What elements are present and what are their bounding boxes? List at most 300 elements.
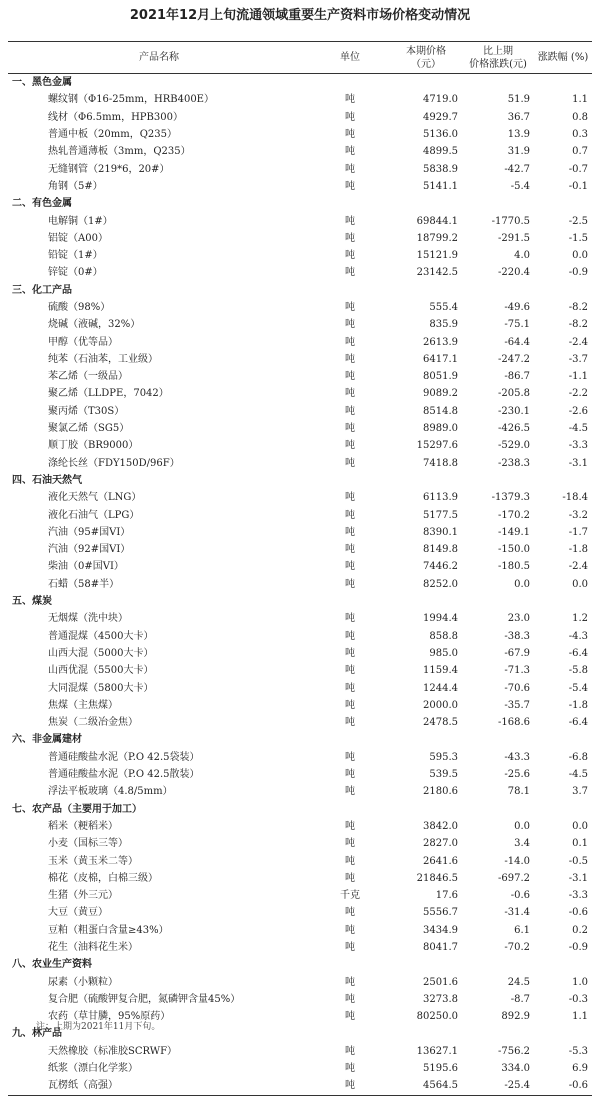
price-cell: 4564.5 <box>390 1077 462 1095</box>
change-cell: -170.2 <box>497 509 530 521</box>
product-name: 纸浆（漂白化学浆） <box>48 1063 138 1075</box>
product-name: 聚氯乙烯（SG5） <box>48 423 130 435</box>
unit-cell: 吨 <box>345 630 355 642</box>
pct-cell: -6.8 <box>568 751 588 763</box>
table-row <box>8 455 592 472</box>
pct-cell: -6.4 <box>568 647 588 659</box>
category-label: 四、石油天然气 <box>12 474 82 486</box>
product-name: 花生（油料花生米） <box>48 941 138 953</box>
product-name: 生猪（外三元） <box>48 890 118 902</box>
pct-cell: -5.4 <box>568 682 588 694</box>
price-cell: 4719.0 <box>423 94 458 106</box>
change-cell: 31.9 <box>507 146 530 158</box>
unit-cell: 吨 <box>345 647 355 659</box>
price-cell: 595.3 <box>429 751 458 763</box>
table-row <box>8 558 592 575</box>
table-row <box>8 679 592 696</box>
change-cell: -5.4 <box>510 180 530 192</box>
table-row <box>8 852 592 869</box>
unit-cell: 吨 <box>345 699 355 711</box>
unit-cell: 吨 <box>345 1063 355 1075</box>
change-cell: 3.4 <box>514 838 530 850</box>
header-unit: 单位 <box>310 42 390 74</box>
price-cell: 1994.4 <box>423 613 458 625</box>
change-cell: 6.1 <box>514 924 530 936</box>
category-row <box>8 74 592 92</box>
product-name: 烧碱（液碱，32%） <box>48 319 141 331</box>
table-row <box>8 628 592 645</box>
unit-cell: 吨 <box>345 457 355 469</box>
change-cell: 892.9 <box>501 1011 530 1023</box>
price-cell: 3842.0 <box>423 820 458 832</box>
product-name: 棉花（皮棉，白棉三级） <box>48 872 158 884</box>
unit-cell: 吨 <box>345 440 355 452</box>
product-name: 苯乙烯（一级品） <box>48 371 128 383</box>
product-name: 山西优混（5500大卡） <box>48 665 154 677</box>
header-product-name: 产品名称 <box>8 42 310 74</box>
table-row <box>8 541 592 558</box>
pct-cell: -8.2 <box>568 319 588 331</box>
product-name: 天然橡胶（标准胶SCRWF） <box>48 1045 178 1057</box>
unit-cell: 吨 <box>345 336 355 348</box>
price-cell: 13627.1 <box>416 1045 458 1057</box>
pct-cell: -0.9 <box>568 941 588 953</box>
change-cell: -35.7 <box>504 699 530 711</box>
pct-cell: 1.2 <box>572 613 588 625</box>
change-cell: -238.3 <box>497 457 530 469</box>
price-cell: 8051.9 <box>423 371 458 383</box>
table-row <box>8 1060 592 1077</box>
unit-cell: 吨 <box>345 94 355 106</box>
unit-cell: 吨 <box>345 561 355 573</box>
pct-cell: -3.3 <box>568 440 588 452</box>
change-cell: -529.0 <box>497 440 530 452</box>
product-name: 角钢（5#） <box>48 180 103 192</box>
change-cell: -64.4 <box>504 336 530 348</box>
table-row <box>8 316 592 333</box>
pct-cell: -2.2 <box>568 388 588 400</box>
unit-cell: 吨 <box>345 215 355 227</box>
pct-cell: 3.7 <box>572 786 588 798</box>
table-row <box>8 160 592 177</box>
unit-cell: 吨 <box>345 232 355 244</box>
product-name: 热轧普通薄板（3mm，Q235） <box>48 146 191 158</box>
table-row <box>8 230 592 247</box>
table-row <box>8 1043 592 1060</box>
price-cell: 5195.6 <box>423 1063 458 1075</box>
price-cell: 18799.2 <box>416 232 458 244</box>
change-cell: -49.6 <box>504 302 530 313</box>
table-row <box>8 91 592 108</box>
price-cell: 8041.7 <box>423 941 458 953</box>
price-cell: 5141.1 <box>423 180 458 192</box>
category-label: 九、林产品 <box>12 1028 62 1040</box>
table-row <box>8 835 592 852</box>
category-row <box>8 956 592 973</box>
pct-cell: -0.6 <box>568 907 588 919</box>
pct-cell: -2.5 <box>568 215 588 227</box>
change-cell: 23.0 <box>507 613 530 625</box>
price-cell: 3434.9 <box>423 924 458 936</box>
product-name: 纯苯（石油苯，工业级） <box>48 353 158 365</box>
product-name: 聚乙烯（LLDPE，7042） <box>48 388 169 400</box>
product-name: 豆粕（粗蛋白含量≥43%） <box>48 924 169 936</box>
pct-cell: 0.8 <box>572 111 588 123</box>
table-row <box>8 697 592 714</box>
change-cell: 36.7 <box>507 111 530 123</box>
product-name: 铅锭（1#） <box>48 250 103 262</box>
change-cell: -71.3 <box>504 665 530 677</box>
change-cell: -43.3 <box>504 751 530 763</box>
pct-cell: 0.2 <box>572 924 588 936</box>
table-row <box>8 1077 592 1095</box>
product-name: 大同混煤（5800大卡） <box>48 682 154 694</box>
table-row <box>8 922 592 939</box>
change-cell: 13.9 <box>507 129 530 141</box>
unit-cell: 吨 <box>345 872 355 884</box>
price-cell: 2000.0 <box>423 699 458 711</box>
table-row <box>8 576 592 593</box>
pct-cell: -4.5 <box>568 769 588 781</box>
unit-cell: 吨 <box>345 509 355 521</box>
price-cell: 2641.6 <box>423 855 458 867</box>
unit-cell: 吨 <box>345 250 355 262</box>
unit-cell: 吨 <box>345 544 355 556</box>
pct-cell: 0.0 <box>572 820 588 832</box>
unit-cell: 吨 <box>345 786 355 798</box>
change-cell: -247.2 <box>497 353 530 365</box>
price-cell: 4929.7 <box>423 111 458 123</box>
change-cell: -756.2 <box>497 1045 530 1057</box>
product-name: 聚丙烯（T30S） <box>48 405 125 417</box>
price-cell: 8390.1 <box>423 526 458 538</box>
category-label: 六、非金属建材 <box>12 734 82 746</box>
product-name: 稻米（粳稻米） <box>48 820 118 832</box>
pct-cell: -4.3 <box>568 630 588 642</box>
change-cell: -1379.3 <box>491 492 530 504</box>
category-row <box>8 593 592 610</box>
price-cell: 69844.1 <box>416 215 458 227</box>
table-row <box>8 437 592 454</box>
category-label: 二、有色金属 <box>12 198 72 210</box>
table-row <box>8 420 592 437</box>
price-cell: 858.8 <box>429 630 458 642</box>
change-cell: 24.5 <box>507 976 530 988</box>
pct-cell: 0.3 <box>572 129 588 141</box>
pct-cell: -3.3 <box>568 890 588 902</box>
price-cell: 80250.0 <box>416 1011 458 1023</box>
pct-cell: -1.1 <box>568 371 588 383</box>
table-row <box>8 870 592 887</box>
change-cell: -25.4 <box>462 1077 534 1095</box>
product-name: 农药（草甘膦，95%原药） <box>48 1011 171 1023</box>
unit-cell: 吨 <box>345 769 355 781</box>
pct-cell: -0.6 <box>534 1077 592 1095</box>
table-row <box>8 351 592 368</box>
change-cell: -38.3 <box>504 630 530 642</box>
price-cell: 1159.4 <box>423 665 458 677</box>
unit-cell: 吨 <box>345 353 355 365</box>
change-cell: -8.7 <box>510 993 530 1005</box>
unit-cell: 吨 <box>345 941 355 953</box>
unit-cell: 吨 <box>345 665 355 677</box>
change-cell: -75.1 <box>504 319 530 331</box>
unit-cell: 吨 <box>345 855 355 867</box>
price-cell: 8514.8 <box>423 405 458 417</box>
table-row <box>8 991 592 1008</box>
pct-cell: 6.9 <box>572 1063 588 1075</box>
product-name: 普通混煤（4500大卡） <box>48 630 154 642</box>
product-name: 石蜡（58#半） <box>48 578 120 590</box>
product-name: 液化天然气（LNG） <box>48 492 142 504</box>
price-cell: 8252.0 <box>423 578 458 590</box>
unit-cell: 吨 <box>345 907 355 919</box>
product-name: 电解铜（1#） <box>48 215 113 227</box>
price-cell: 8989.0 <box>423 423 458 435</box>
product-name: 硫酸（98%） <box>48 302 111 313</box>
pct-cell: -6.4 <box>568 717 588 729</box>
pct-cell: -2.6 <box>568 405 588 417</box>
table-row <box>8 109 592 126</box>
table-row <box>8 506 592 523</box>
header-price: 本期价格 （元） <box>390 42 462 74</box>
product-name: 瓦楞纸（高强） <box>8 1077 310 1095</box>
change-cell: 0.0 <box>514 578 530 590</box>
product-name: 焦炭（二级冶金焦） <box>48 717 138 729</box>
price-cell: 17.6 <box>435 890 458 902</box>
pct-cell: -2.4 <box>568 561 588 573</box>
product-name: 甲醇（优等品） <box>48 336 118 348</box>
product-name: 涤纶长丝（FDY150D/96F） <box>48 457 180 469</box>
unit-cell: 吨 <box>345 111 355 123</box>
table-row <box>8 385 592 402</box>
category-label: 八、农业生产资料 <box>12 959 92 971</box>
change-cell: -70.2 <box>504 941 530 953</box>
table-row <box>8 939 592 956</box>
product-name: 铝锭（A00） <box>48 232 108 244</box>
change-cell: 4.0 <box>514 250 530 262</box>
unit-cell: 吨 <box>345 371 355 383</box>
table-row <box>8 645 592 662</box>
pct-cell: -0.1 <box>568 180 588 192</box>
unit-cell: 吨 <box>345 751 355 763</box>
price-cell: 8149.8 <box>423 544 458 556</box>
product-name: 无烟煤（洗中块） <box>48 613 128 625</box>
change-cell: -697.2 <box>497 872 530 884</box>
unit-cell: 吨 <box>345 578 355 590</box>
unit-cell: 吨 <box>345 682 355 694</box>
change-cell: -149.1 <box>497 526 530 538</box>
pct-cell: -3.1 <box>568 872 588 884</box>
pct-cell: -0.3 <box>568 993 588 1005</box>
pct-cell: 0.0 <box>572 578 588 590</box>
product-name: 柴油（0#国VI） <box>48 561 124 573</box>
change-cell: -25.6 <box>504 769 530 781</box>
unit-cell: 吨 <box>345 129 355 141</box>
unit-cell: 吨 <box>345 423 355 435</box>
price-cell: 23142.5 <box>416 267 458 279</box>
product-name: 焦煤（主焦煤） <box>48 699 118 711</box>
header-pct: 涨跌幅 (%) <box>534 42 592 74</box>
pct-cell: -0.9 <box>568 267 588 279</box>
unit-cell: 吨 <box>345 388 355 400</box>
table-row <box>8 524 592 541</box>
change-cell: -220.4 <box>497 267 530 279</box>
pct-cell: 1.1 <box>572 1011 588 1023</box>
price-cell: 2613.9 <box>423 336 458 348</box>
price-cell: 2478.5 <box>423 717 458 729</box>
table-row <box>8 904 592 921</box>
pct-cell: -4.5 <box>568 423 588 435</box>
unit-cell: 吨 <box>310 1077 390 1095</box>
pct-cell: 1.0 <box>572 976 588 988</box>
price-cell: 5177.5 <box>423 509 458 521</box>
price-cell: 9089.2 <box>423 388 458 400</box>
change-cell: -31.4 <box>504 907 530 919</box>
header-change: 比上期 价格涨跌(元) <box>462 42 534 74</box>
product-name: 小麦（国标三等） <box>48 838 128 850</box>
table-row <box>8 818 592 835</box>
price-cell: 7446.2 <box>423 561 458 573</box>
pct-cell: 1.1 <box>572 94 588 106</box>
product-name: 顺丁胶（BR9000） <box>48 440 139 452</box>
unit-cell: 吨 <box>345 1011 355 1023</box>
change-cell: -150.0 <box>497 544 530 556</box>
pct-cell: -3.7 <box>568 353 588 365</box>
price-cell: 2827.0 <box>423 838 458 850</box>
price-cell: 2501.6 <box>423 976 458 988</box>
product-name: 线材（Φ6.5mm，HPB300） <box>48 111 183 123</box>
unit-cell: 吨 <box>345 405 355 417</box>
price-cell: 985.0 <box>429 647 458 659</box>
category-row <box>8 195 592 212</box>
pct-cell: -0.7 <box>568 163 588 175</box>
table-row <box>8 783 592 800</box>
unit-cell: 吨 <box>345 492 355 504</box>
unit-cell: 吨 <box>345 302 355 313</box>
product-name: 普通硅酸盐水泥（P.O 42.5散装） <box>48 769 200 781</box>
pct-cell: -5.8 <box>568 665 588 677</box>
table-header <box>8 42 592 74</box>
price-cell: 15121.9 <box>416 250 458 262</box>
unit-cell: 吨 <box>345 267 355 279</box>
category-row <box>8 731 592 748</box>
price-cell: 835.9 <box>429 319 458 331</box>
table-row <box>8 143 592 160</box>
price-table <box>8 41 592 1096</box>
product-name: 大豆（黄豆） <box>48 907 108 919</box>
change-cell: -180.5 <box>497 561 530 573</box>
pct-cell: -0.5 <box>568 855 588 867</box>
change-cell: -205.8 <box>497 388 530 400</box>
unit-cell: 吨 <box>345 180 355 192</box>
change-cell: -168.6 <box>497 717 530 729</box>
price-cell: 6113.9 <box>423 492 458 504</box>
pct-cell: -1.5 <box>568 232 588 244</box>
change-cell: 334.0 <box>501 1063 530 1075</box>
change-cell: -426.5 <box>497 423 530 435</box>
category-label: 一、黑色金属 <box>12 77 72 89</box>
unit-cell: 吨 <box>345 146 355 158</box>
product-name: 液化石油气（LPG） <box>48 509 140 521</box>
pct-cell: -2.4 <box>568 336 588 348</box>
table-row <box>8 247 592 264</box>
price-cell: 2180.6 <box>423 786 458 798</box>
category-label: 七、农产品（主要用于加工） <box>12 803 142 815</box>
unit-cell: 吨 <box>345 838 355 850</box>
category-label: 三、化工产品 <box>12 284 72 296</box>
price-cell: 5838.9 <box>423 163 458 175</box>
table-row <box>8 403 592 420</box>
pct-cell: -1.8 <box>568 699 588 711</box>
price-cell: 5136.0 <box>423 129 458 141</box>
table-row <box>8 489 592 506</box>
table-row <box>8 126 592 143</box>
table-body <box>8 74 592 1096</box>
change-cell: -0.6 <box>510 890 530 902</box>
table-row <box>8 610 592 627</box>
category-label: 五、煤炭 <box>12 596 52 608</box>
pct-cell: -1.8 <box>568 544 588 556</box>
table-row <box>8 368 592 385</box>
table-row <box>8 887 592 904</box>
table-row <box>8 749 592 766</box>
unit-cell: 吨 <box>345 976 355 988</box>
category-row <box>8 282 592 299</box>
product-name: 普通硅酸盐水泥（P.O 42.5袋装） <box>48 751 200 763</box>
table-row <box>8 973 592 990</box>
category-row <box>8 800 592 817</box>
table-row <box>8 264 592 281</box>
unit-cell: 吨 <box>345 820 355 832</box>
unit-cell: 吨 <box>345 1045 355 1057</box>
pct-cell: -8.2 <box>568 302 588 313</box>
page-title: 2021年12月上旬流通领域重要生产资料市场价格变动情况 <box>129 8 471 23</box>
unit-cell: 吨 <box>345 924 355 936</box>
change-cell: -42.7 <box>504 163 530 175</box>
table-row <box>8 212 592 229</box>
change-cell: 51.9 <box>507 94 530 106</box>
pct-cell: -3.1 <box>568 457 588 469</box>
change-cell: -291.5 <box>497 232 530 244</box>
pct-cell: 0.1 <box>572 838 588 850</box>
price-cell: 21846.5 <box>416 872 458 884</box>
price-cell: 7418.8 <box>423 457 458 469</box>
unit-cell: 吨 <box>345 717 355 729</box>
product-name: 无缝钢管（219*6，20#） <box>48 163 170 175</box>
pct-cell: -3.2 <box>568 509 588 521</box>
price-cell: 1244.4 <box>423 682 458 694</box>
pct-cell: -18.4 <box>562 492 588 504</box>
price-cell: 539.5 <box>429 769 458 781</box>
product-name: 汽油（92#国VI） <box>48 544 131 556</box>
category-row <box>8 472 592 489</box>
price-cell: 15297.6 <box>416 440 458 452</box>
pct-cell: 0.0 <box>572 250 588 262</box>
price-cell: 555.4 <box>429 302 458 313</box>
unit-cell: 吨 <box>345 319 355 331</box>
product-name: 浮法平板玻璃（4.8/5mm） <box>48 786 173 798</box>
unit-cell: 千克 <box>340 890 360 902</box>
price-cell: 3273.8 <box>423 993 458 1005</box>
change-cell: -86.7 <box>504 371 530 383</box>
pct-cell: 0.7 <box>572 146 588 158</box>
unit-cell: 吨 <box>345 526 355 538</box>
product-name: 汽油（95#国VI） <box>48 526 131 538</box>
change-cell: -1770.5 <box>491 215 530 227</box>
price-cell: 4899.5 <box>423 146 458 158</box>
unit-cell: 吨 <box>345 163 355 175</box>
